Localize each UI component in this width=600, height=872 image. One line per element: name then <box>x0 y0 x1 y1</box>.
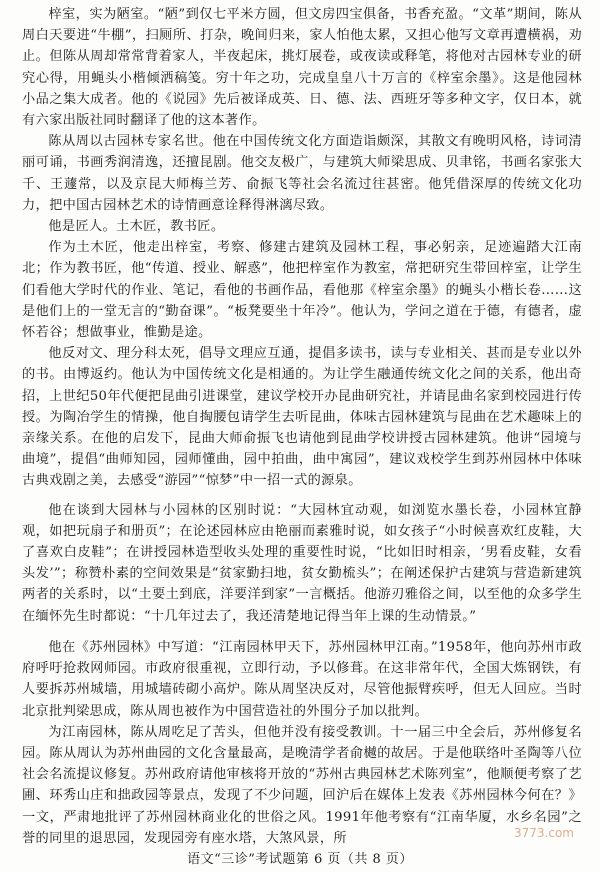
article-body <box>22 4 582 849</box>
page-footer: 语文“三诊”考试题第 6 页（共 8 页） <box>187 852 413 867</box>
paragraph-6: 他在谈到大园林与小园林的区别时说：“大园林宜动观，如浏览水墨长卷，小园林宜静观，如把玩扇子和册页”；在论述园林应由艳丽而素雅时说，如女孩子“小时候喜欢红皮鞋，大了喜欢白皮鞋”；在讲授园林造型收头处理的重要性时说，“比如旧时相亲，‘男看皮鞋，女看头发’”；称赞朴素的空间效果是“贫家勤扫地，贫女勤梳头”；在阐述保护古建筑与营造新建筑两者的关系时，以“土要土到底，洋要洋到家”一言概括。他游刃雅俗之间，以至他的众多学生在缅怀先生时都说：“十几年过去了，我还清楚地记得当年上课的生动情景。” <box>22 502 582 624</box>
paragraph-5: 他反对文、理分科太死，倡导文理应互通，提倡多读书，读与专业相关、甚而是专业以外的书。由博返约。他认为中国传统文化是相通的。为让学生融通传统文化之间的关系，他出奇招，上世纪50年代便把昆曲引进课堂，建议学校开办昆曲研究社，并请昆曲名家到校园进行传授。为陶冶学生的情操，他自掏腰包请学生去听昆曲，体味古园林建筑与昆曲在艺术趣味上的亲缘关系。在他的启发下，昆曲大师俞振飞也请他到昆曲学校讲授古园林建筑。他讲“园境与曲境”，提倡“曲师知园，园师懂曲，园中拍曲，曲中寓园”，建议戏校学生到苏州园林中体味古典戏剧之美，去感受“游园”“惊梦”中一招一式的源泉。 <box>22 346 582 489</box>
paragraph-8: 为江南园林，陈从周吃足了苦头，但他并没有接受教训。十一届三中全会后，苏州修复名园。陈从周认为苏州曲园的文化含量最高，是晚清学者俞樾的故居。于是他联络叶圣陶等八位社会名流提议修复。苏州政府请他审核将开放的“苏州古典园林艺术陈列室”，他顺便考察了艺圃、环秀山庄和拙政园等景点，发现了不少问题，回沪后在媒体上发表《苏州园林今何在？》一文，严肃地批评了苏州园林商业化的世俗之风。1991年他考察有“江南华厦，水乡名园”之誉的同里的退思园，发现园旁有座水塔，大煞风景，所 <box>22 724 582 846</box>
paragraph-2: 陈从周以古园林专家名世。他在中国传统文化方面造诣颇深，其散文有晚明风格，诗词清丽可诵，书画秀润清逸，还擅昆剧。他交友极广，与建筑大师梁思成、贝聿铭，书画名家张大千、王蘧常，以及京昆大师梅兰芳、俞振飞等社会名流过往甚密。他凭借深厚的传统文化功力，把中国古园林艺术的诗情画意诠释得淋漓尽致。 <box>22 134 582 213</box>
paragraph-gap <box>22 627 582 637</box>
paragraph-gap <box>22 492 582 500</box>
paragraph-3: 他是匠人。土木匠，教书匠。 <box>48 219 225 235</box>
paragraph-4: 作为土木匠，他走出梓室，考察、修建古建筑及园林工程，事必躬亲，足迹遍踏大江南北；作为教书匠，他“传道、授业、解惑”，他把梓室作为教室，常把研究生带回梓室，让学生们看他大学时代的作业、笔记，看他的书画作品，看他那《梓室余墨》的蝇头小楷长卷……这是他们上的一堂无言的“勤奋课”。“板凳要坐十年冷”。他认为，学问之道在于德，有德者，虚怀若谷；想做事业，惟勤是途。 <box>22 240 582 341</box>
site-watermark: 3773.com <box>514 826 574 840</box>
paragraph-1: 梓室，实为陋室。“陋”到仅七平米方圆，但文房四宝俱备，书香充盈。“文革”期间，陈从周白天要进“牛棚”，扫厕所、打杂，晚间归来，家人怕他太累，又担心他写文章再遭横祸，劝止。但陈从周却常常背着家人，半夜起床，挑灯展卷，或夜读或释笔，将他对古园林专业的研究心得，用蝇头小楷倾洒稿笺。穷十年之功，完成皇皇八十万言的《梓室余墨》。这是他园林小品之集大成者。他的《说园》先后被译成英、日、德、法、西班牙等多种文字，仅日本，就有六家出版社同时翻译了他的这本著作。 <box>22 7 582 129</box>
paragraph-7: 他在《苏州园林》中写道：“江南园林甲天下，苏州园林甲江南。”1958年，他向苏州市政府呼吁抢救网师园。市政府很重视，立即行动，予以修葺。在这非常年代，全国大炼钢铁，有人要拆苏州城墙，用城墙砖砌小高炉。陈从周坚决反对，尽管他振臂疾呼，但无人回应。当时北京批判梁思成，陈从周也被作为中国营造社的外围分子加以批判。 <box>22 639 582 719</box>
